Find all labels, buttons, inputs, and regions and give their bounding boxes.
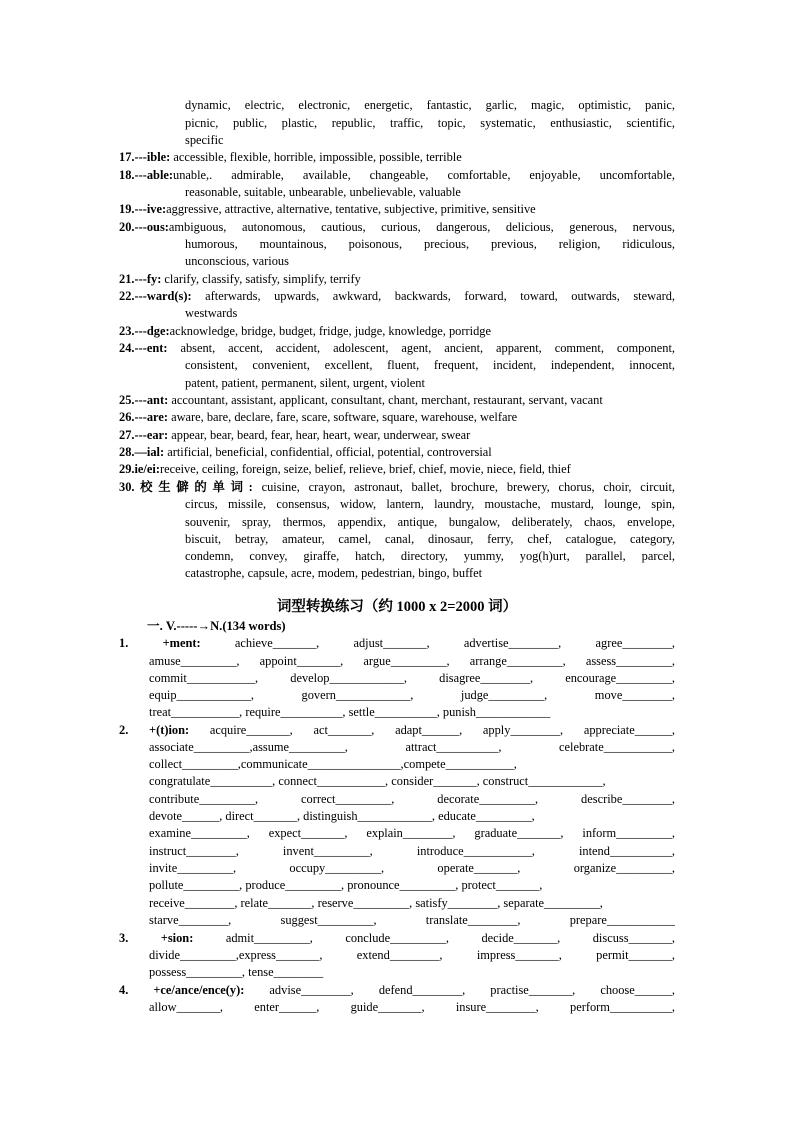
item-number: 25.---ant: (119, 393, 169, 407)
text-line (149, 844, 675, 860)
item-text: catastrophe, capsule, acre, modem, pedestrian, bingo, buffet (185, 566, 483, 580)
item-text: picnic, public, plastic, republic, traffic, topic, systematic, enthusiastic, scientific, (185, 116, 675, 130)
item-text: divide_________,express_______, extend________, impress_______, permit_______, (149, 948, 675, 962)
item-text: westwards (185, 306, 238, 320)
item-number: 1. +ment: (119, 636, 201, 650)
item-text: examine_________, expect_______, explain________, graduate_______, inform_________, (149, 826, 675, 840)
text-line (185, 358, 675, 374)
item-text: commit___________, develop____________, disagree________, encourage_________, (149, 671, 675, 685)
item-text: acknowledge, bridge, budget, fridge, judge, knowledge, porridge (169, 324, 491, 338)
text-line (149, 861, 675, 877)
item-text: circus, missile, consensus, widow, lantern, laundry, moustache, mustard, lounge, spin, (185, 497, 675, 511)
item-text: allow_______, enter______, guide_______, insure________, perform__________, (149, 1000, 675, 1014)
item-text: collect_________,communicate_______________,compete___________, (149, 757, 517, 771)
text-line (185, 515, 675, 531)
item-text: absent, accent, accident, adolescent, agent, ancient, apparent, comment, component, (167, 341, 675, 355)
item-number: 30.校生僻的单词: (119, 480, 253, 494)
text-line (119, 150, 462, 165)
item-text: congratulate__________, connect___________, consider_______, construct____________, (149, 774, 606, 788)
text-line (185, 133, 224, 148)
item-text: clarify, classify, satisfy, simplify, terrify (161, 272, 361, 286)
text-line (119, 410, 517, 425)
item-text: receive, ceiling, foreign, seize, belief, relieve, brief, chief, movie, niece, field, thief (159, 462, 571, 476)
text-line (149, 688, 675, 704)
item-text: contribute_________, correct_________, decorate_________, describe________, (149, 792, 675, 806)
text-line (119, 462, 571, 477)
item-text: appear, bear, beard, fear, hear, heart, wear, underwear, swear (168, 428, 471, 442)
text-line (119, 324, 491, 339)
item-text: instruct________, invent_________, introduce___________, intend__________, (149, 844, 675, 858)
item-text: admit_________, conclude_________, decide_______, discuss_______, (193, 931, 675, 945)
item-text: achieve_______, adjust_______, advertise________, agree________, (200, 636, 675, 650)
text-line (119, 202, 536, 217)
item-number: 23.---dge: (119, 324, 170, 338)
item-number: 29.ie/ei: (119, 462, 160, 476)
item-number: 26.---are: (119, 410, 168, 424)
text-line (119, 931, 675, 947)
text-line (149, 896, 603, 911)
item-text: accessible, flexible, horrible, impossible, possible, terrible (170, 150, 462, 164)
item-text: invite_________, occupy_________, operate_______, organize_________, (149, 861, 675, 875)
text-line (119, 983, 675, 999)
text-line (149, 740, 675, 756)
text-line (149, 705, 550, 720)
item-text: possess_________, tense________ (149, 965, 324, 979)
text-line (149, 757, 517, 772)
text-line (149, 792, 675, 808)
item-text: acquire_______, act_______, adapt______, apply________, appreciate______, (189, 723, 675, 737)
item-text: ambiguous, autonomous, cautious, curious, dangerous, delicious, generous, nervous, (168, 220, 675, 234)
item-text: patent, patient, permanent, silent, urgent, violent (185, 376, 425, 390)
item-text: biscuit, betray, amateur, camel, canal, dinosaur, ferry, chef, catalogue, category, (185, 532, 675, 546)
item-number: 17.---ible: (119, 150, 171, 164)
text-line (149, 913, 675, 929)
item-text: pollute_________, produce_________, pronounce_________, protect_______, (149, 878, 543, 892)
text-line (185, 497, 675, 513)
section-heading: 一. V.-----→N.(134 words) (147, 619, 286, 633)
text-line (119, 428, 470, 443)
item-text: unconscious, various (185, 254, 289, 268)
text-line (119, 636, 675, 652)
item-text: aware, bare, declare, fare, scare, software, square, warehouse, welfare (167, 410, 518, 424)
item-text: starve________, suggest_________, translate________, prepare___________ (149, 913, 675, 927)
text-line (149, 878, 542, 893)
item-text: artificial, beneficial, confidential, official, potential, controversial (164, 445, 492, 459)
item-text: advise________, defend________, practise_______, choose______, (244, 983, 675, 997)
text-line (185, 185, 461, 200)
item-text: specific (185, 133, 224, 147)
text-line (185, 254, 289, 269)
item-text: souvenir, spray, thermos, appendix, antique, bungalow, deliberately, chaos, envelope, (185, 515, 675, 529)
text-line (185, 306, 237, 321)
item-number: 2. +(t)ion: (119, 723, 190, 737)
exercise-title: 词型转换练习（约 1000 x 2=2000 词） (276, 599, 518, 615)
item-number: 4. +ce/ance/ence(y): (119, 983, 245, 997)
item-text: receive________, relate_______, reserve_________, satisfy________, separate_________, (149, 896, 603, 910)
text-line (185, 98, 675, 114)
item-text: reasonable, suitable, unbearable, unbelievable, valuable (185, 185, 461, 199)
text-line (119, 480, 675, 496)
text-line (185, 532, 675, 548)
item-text: humorous, mountainous, poisonous, precious, previous, religion, ridiculous, (185, 237, 675, 251)
item-number: 22.---ward(s): (119, 289, 192, 303)
item-text: amuse_________, appoint_______, argue_________, arrange_________, assess_________, (149, 654, 675, 668)
text-line (119, 341, 675, 357)
text-line (149, 809, 535, 824)
text-line (149, 826, 675, 842)
item-text: consistent, convenient, excellent, fluent, frequent, incident, independent, innocent, (185, 358, 675, 372)
text-line (149, 654, 675, 670)
item-number: 27.---ear: (119, 428, 169, 442)
text-line (119, 220, 675, 236)
text-line (119, 445, 492, 460)
text-line (149, 671, 675, 687)
text-line (149, 774, 606, 789)
text-line (185, 566, 482, 581)
item-number: 28.—ial: (119, 445, 165, 459)
text-line (185, 237, 675, 253)
item-number: 21.---fy: (119, 272, 162, 286)
item-number: 20.---ous: (119, 220, 169, 234)
text-line (119, 393, 603, 408)
text-line (149, 1000, 675, 1016)
text-line (185, 116, 675, 132)
item-text: associate_________,assume_________, attract__________, celebrate___________, (149, 740, 675, 754)
item-number: 3. +sion: (119, 931, 194, 945)
text-line (149, 948, 675, 964)
item-text: accountant, assistant, applicant, consultant, chant, merchant, restaurant, servant, vacant (168, 393, 603, 407)
item-number: 24.---ent: (119, 341, 168, 355)
item-text: dynamic, electric, electronic, energetic, fantastic, garlic, magic, optimistic, panic, (185, 98, 675, 112)
text-line (185, 549, 675, 565)
item-number: 19.---ive: (119, 202, 167, 216)
item-text: equip____________, govern____________, judge_________, move________, (149, 688, 675, 702)
text-line (119, 723, 675, 739)
text-line (119, 289, 675, 305)
item-number: 18.---able: (119, 168, 174, 182)
item-text: aggressive, attractive, alternative, tentative, subjective, primitive, sensitive (166, 202, 536, 216)
item-text: devote______, direct_______, distinguish____________, educate_________, (149, 809, 535, 823)
item-text: treat___________, require__________, settle__________, punish____________ (149, 705, 551, 719)
item-text: afterwards, upwards, awkward, backwards, forward, toward, outwards, steward, (191, 289, 675, 303)
item-text: condemn, convey, giraffe, hatch, directory, yummy, yog(h)urt, parallel, parcel, (185, 549, 675, 563)
item-text: cuisine, crayon, astronaut, ballet, brochure, brewery, chorus, choir, circuit, (252, 480, 675, 494)
text-line (185, 376, 425, 391)
text-line (119, 168, 675, 184)
text-line (119, 272, 361, 287)
text-line (149, 965, 323, 980)
item-text: unable,. admirable, available, changeable, comfortable, enjoyable, uncomfortable, (173, 168, 675, 182)
